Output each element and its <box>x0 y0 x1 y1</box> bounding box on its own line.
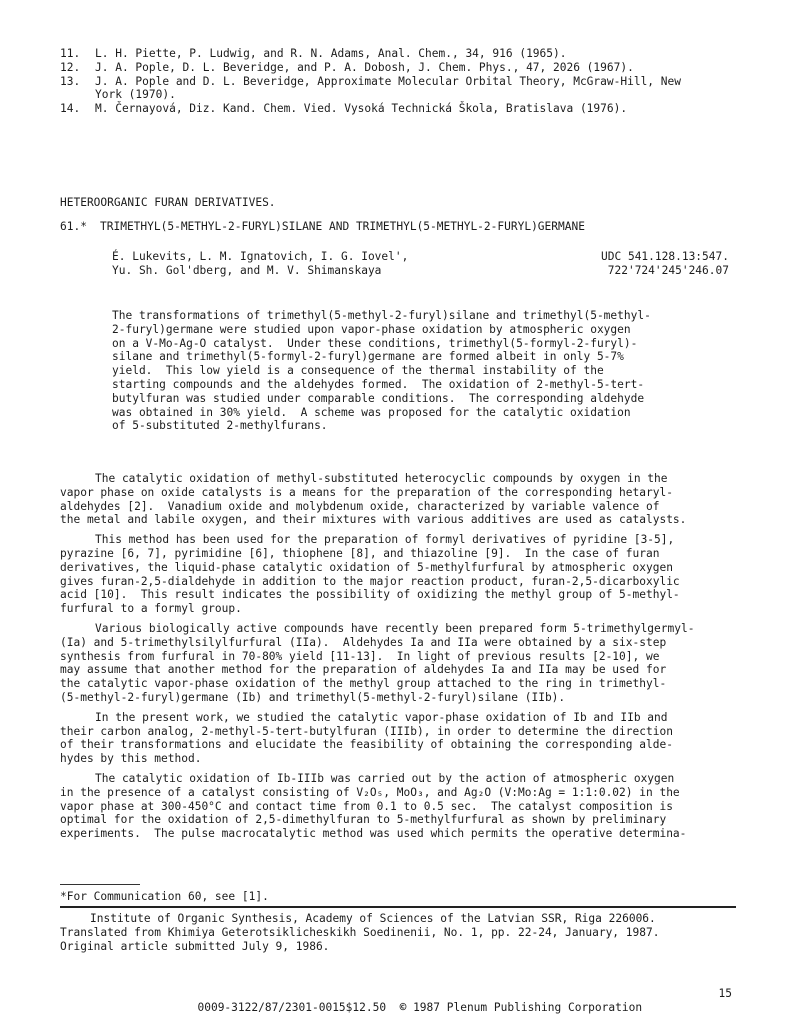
body-line: may assume that another method for the preparation of aldehydes Ia and IIa may be used for <box>60 663 667 677</box>
affiliation-line: Institute of Organic Synthesis, Academy of Sciences of the Latvian SSR, Riga 226006. <box>90 912 656 925</box>
body-paragraph <box>60 472 740 527</box>
reference-text: J. A. Pople and D. L. Beveridge, Approximate Molecular Orbital Theory, McGraw-Hill, New <box>95 74 681 88</box>
reference-text: L. H. Piette, P. Ludwig, and R. N. Adams, Anal. Chem., 34, 916 (1965). <box>95 47 567 60</box>
copyright-line <box>184 987 642 1015</box>
body-line: vapor phase on oxide catalysts is a means for the preparation of the corresponding hetaryl- <box>60 485 673 499</box>
body-line: (5-methyl-2-furyl)germane (Ib) and trimethyl(5-methyl-2-furyl)silane (IIb). <box>60 690 566 704</box>
body-paragraph <box>60 711 740 766</box>
reference-number: 11. <box>60 47 81 60</box>
reference-text: M. Černayová, Diz. Kand. Chem. Vied. Vysoká Technická Škola, Bratislava (1976). <box>95 102 628 116</box>
reference-item <box>60 75 740 89</box>
issn-code: 0009-3122/87/2301-0015$12.50 <box>197 1000 387 1014</box>
udc-line: UDC 541.128.13:547. <box>601 250 729 263</box>
body-line: The catalytic oxidation of methyl-substituted heterocyclic compounds by oxygen in the <box>95 472 668 485</box>
author-list <box>112 250 408 278</box>
body-line: The catalytic oxidation of Ib-IIIb was carried out by the action of atmospheric oxygen <box>95 771 675 785</box>
body-line: pyrazine [6, 7], pyrimidine [6], thiophene [8], and thiazoline [9]. In the case of furan <box>60 546 660 560</box>
abstract <box>112 309 732 433</box>
article-body <box>60 472 740 847</box>
abstract-line: of 5-substituted 2-methylfurans. <box>112 419 328 433</box>
reference-text: J. A. Pople, D. L. Beveridge, and P. A. Dobosh, J. Chem. Phys., 47, 2026 (1967). <box>95 60 634 74</box>
body-line: of their transformations and elucidate the feasibility of obtaining the corresponding alde- <box>60 738 673 752</box>
abstract-line: on a V-Mo-Ag-O catalyst. Under these conditions, trimethyl(5-formyl-2-furyl)- <box>112 336 638 350</box>
body-line: furfural to a formyl group. <box>60 602 242 616</box>
copyright-icon: © <box>399 1000 407 1014</box>
body-line: in the presence of a catalyst consisting of V₂O₅, MoO₃, and Ag₂O (V:Mo:Ag = 1:1:0.02) in the <box>60 785 680 799</box>
author-line: É. Lukevits, L. M. Ignatovich, I. G. Iovel', <box>112 250 409 263</box>
body-line: acid [10]. This result indicates the possibility of oxidizing the methyl group of 5-methyl- <box>60 588 680 602</box>
affiliation-line: Original article submitted July 9, 1986. <box>60 939 330 953</box>
reference-text-continued: York (1970). <box>95 88 176 102</box>
abstract-line: yield. This low yield is a consequence of the thermal instability of the <box>112 364 604 378</box>
affiliation-divider <box>60 906 736 908</box>
body-paragraph <box>60 772 740 841</box>
affiliation-block <box>60 912 659 953</box>
page-number: 15 <box>718 987 732 1000</box>
body-paragraph <box>60 622 740 705</box>
body-line: the catalytic vapor-phase oxidation of the methyl group attached to the ring in trimethyl- <box>60 677 667 691</box>
body-line: the metal and labile oxygen, and their mixtures with various additives are used as catalysts. <box>60 513 687 527</box>
abstract-line: silane and trimethyl(5-formyl-2-furyl)germane are formed albeit in only 5-7% <box>112 350 624 364</box>
article-number: 61.* <box>60 220 87 233</box>
abstract-line: was obtained in 30% yield. A scheme was proposed for the catalytic oxidation <box>112 405 631 419</box>
abstract-line: starting compounds and the aldehydes formed. The oxidation of 2-methyl-5-tert- <box>112 377 645 391</box>
reference-number: 12. <box>60 60 81 74</box>
body-line: derivatives, the liquid-phase catalytic oxidation of 5-methylfurfural by atmospheric oxygen <box>60 560 673 574</box>
reference-item <box>60 47 740 61</box>
udc-line: 722'724'245'246.07 <box>607 263 729 277</box>
reference-item <box>60 102 740 116</box>
body-line: Various biologically active compounds have recently been prepared form 5-trimethylgermyl- <box>95 621 695 635</box>
body-line: aldehydes [2]. Vanadium oxide and molybdenum oxide, characterized by variable valence of <box>60 499 660 513</box>
article-title: TRIMETHYL(5-METHYL-2-FURYL)SILANE AND TRIMETHYL(5-METHYL-2-FURYL)GERMANE <box>100 220 585 233</box>
author-line: Yu. Sh. Gol'dberg, and M. V. Shimanskaya <box>112 263 382 277</box>
reference-number: 13. <box>60 74 81 88</box>
series-title: HETEROORGANIC FURAN DERIVATIVES. <box>60 196 276 209</box>
body-line: This method has been used for the preparation of formyl derivatives of pyridine [3-5], <box>95 533 675 547</box>
body-line: synthesis from furfural in 70-80% yield [11-13]. In light of previous results [2-10], we <box>60 649 660 663</box>
article-title-row <box>60 220 740 234</box>
body-line: their carbon analog, 2-methyl-5-tert-butylfuran (IIIb), in order to determine the direction <box>60 724 673 738</box>
publisher: 1987 Plenum Publishing Corporation <box>413 1000 643 1014</box>
body-line: experiments. The pulse macrocatalytic method was used which permits the operative determina- <box>60 827 687 841</box>
body-line: hydes by this method. <box>60 752 202 766</box>
body-line: gives furan-2,5-dialdehyde in addition to the major reaction product, furan-2,5-dicarboxylic <box>60 574 680 588</box>
udc-code <box>601 250 729 278</box>
body-line: vapor phase at 300-450°C and contact time from 0.1 to 0.5 sec. The catalyst composition is <box>60 799 673 813</box>
footnote: *For Communication 60, see [1]. <box>60 890 269 903</box>
body-line: In the present work, we studied the catalytic vapor-phase oxidation of Ib and IIb and <box>95 710 668 724</box>
body-line: optimal for the oxidation of 2,5-dimethylfuran to 5-methylfurfural as shown by preliminary <box>60 813 667 827</box>
reference-item <box>60 61 740 75</box>
abstract-line: The transformations of trimethyl(5-methyl-2-furyl)silane and trimethyl(5-methyl- <box>112 309 651 322</box>
abstract-line: butylfuran was studied under comparable conditions. The corresponding aldehyde <box>112 391 645 405</box>
affiliation-line: Translated from Khimiya Geterotsiklicheskikh Soedinenii, No. 1, pp. 22-24, January, 1987. <box>60 925 660 939</box>
reference-number: 14. <box>60 102 81 116</box>
reference-list <box>60 47 740 116</box>
abstract-line: 2-furyl)germane were studied upon vapor-phase oxidation by atmospheric oxygen <box>112 322 631 336</box>
footnote-divider <box>60 884 140 885</box>
body-paragraph <box>60 533 740 616</box>
body-line: (Ia) and 5-trimethylsilylfurfural (IIa). Aldehydes Ia and IIa were obtained by a six-step <box>60 635 667 649</box>
